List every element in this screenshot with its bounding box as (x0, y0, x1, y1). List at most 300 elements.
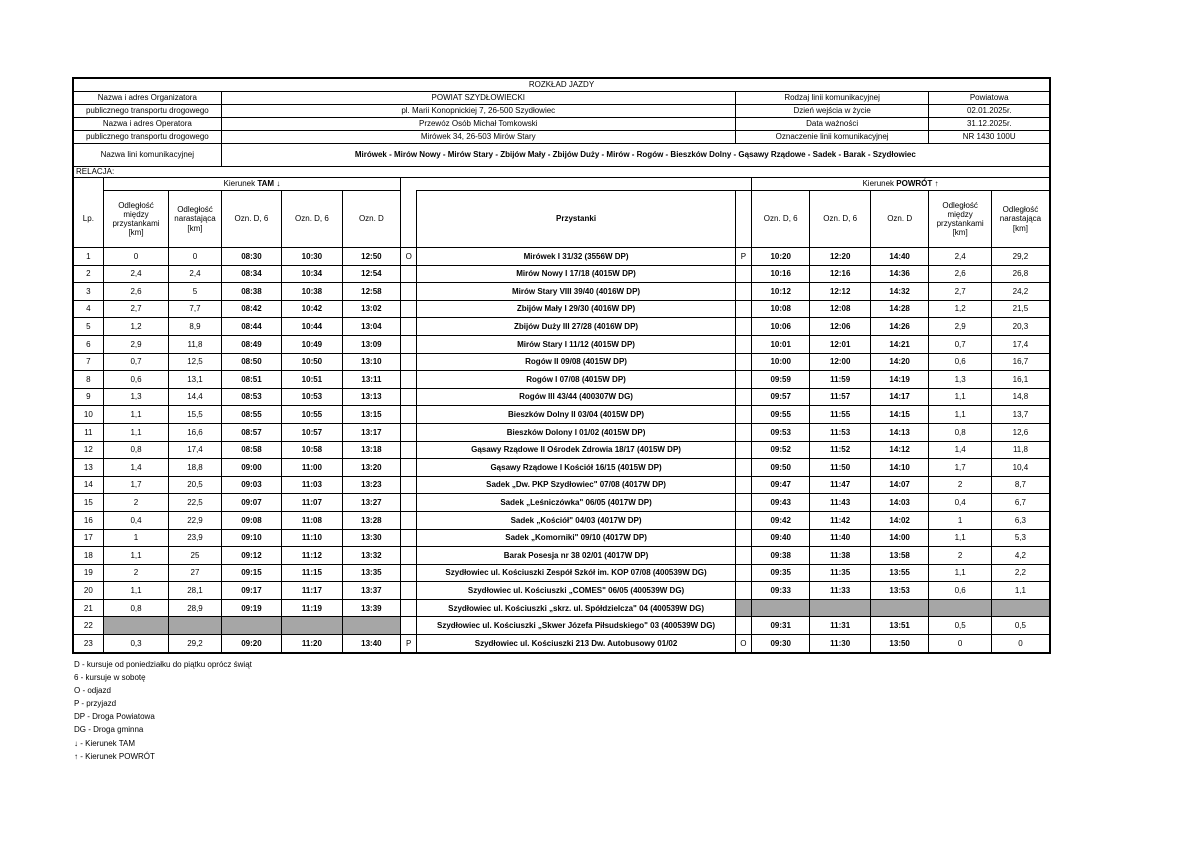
table-row (73, 423, 1050, 441)
legend-item: ↑ - Kierunek POWRÓT (74, 751, 155, 761)
info-right-label: Oznaczenie linii komunikacyjnej (735, 131, 929, 144)
info-right-label: Rodzaj linii komunikacyjnej (735, 92, 929, 105)
dist-cumulative-r: 10,4 (991, 459, 1050, 477)
dist-cumulative-r: 5,3 (991, 529, 1050, 547)
dist-between: 1,1 (103, 406, 169, 424)
time-tam-2: 11:08 (282, 511, 342, 529)
dist-cumulative-r: 4,2 (991, 547, 1050, 565)
mark-tam (401, 617, 417, 635)
legend (74, 658, 252, 763)
time-powrot-2: 11:57 (810, 388, 870, 406)
info-label: publicznego transportu drogowego (73, 105, 221, 118)
table-row (73, 599, 1050, 617)
time-powrot-1: 09:52 (751, 441, 809, 459)
row-number: 14 (73, 476, 103, 494)
time-tam-2: 11:15 (282, 564, 342, 582)
legend-item: ↓ - Kierunek TAM (74, 738, 136, 748)
col-r-dist-cum: Odległość narastająca [km] (991, 191, 1050, 248)
stop-name: Sadek „Komorniki" 09/10 (4017W DP) (417, 529, 736, 547)
dist-between-r: 1,4 (929, 441, 992, 459)
table-row (73, 494, 1050, 512)
info-row (73, 105, 1050, 118)
dist-cumulative-r: 29,2 (991, 248, 1050, 266)
dist-cumulative: 22,9 (169, 511, 221, 529)
dist-between-r: 0,8 (929, 423, 992, 441)
dist-cumulative: 28,9 (169, 599, 221, 617)
col-ozn-2: Ozn. D, 6 (282, 191, 342, 248)
row-number: 9 (73, 388, 103, 406)
row-number: 1 (73, 248, 103, 266)
mark-powrot (735, 283, 751, 301)
time-tam-3: 13:15 (342, 406, 400, 424)
time-powrot-2: 12:06 (810, 318, 870, 336)
dist-between-r (929, 599, 992, 617)
line-name-label: Nazwa lini komunikacyjnej (73, 144, 221, 167)
dist-between: 2,7 (103, 300, 169, 318)
mark-tam (401, 547, 417, 565)
mark-tam (401, 318, 417, 336)
time-powrot-3: 14:02 (870, 511, 928, 529)
row-number: 16 (73, 511, 103, 529)
time-powrot-1: 09:43 (751, 494, 809, 512)
time-powrot-1: 09:57 (751, 388, 809, 406)
time-tam-2: 10:53 (282, 388, 342, 406)
time-tam-2: 11:07 (282, 494, 342, 512)
mark-powrot (735, 423, 751, 441)
time-tam-3 (342, 617, 400, 635)
dist-between: 2,4 (103, 265, 169, 283)
info-value: Przewóz Osób Michał Tomkowski (221, 118, 735, 131)
time-tam-2: 10:38 (282, 283, 342, 301)
mark-powrot (735, 318, 751, 336)
info-right-label: Data ważności (735, 118, 929, 131)
time-powrot-1: 09:50 (751, 459, 809, 477)
time-tam-3: 13:18 (342, 441, 400, 459)
direction-tam: Kierunek TAM ↓ (103, 178, 400, 191)
time-powrot-3: 14:36 (870, 265, 928, 283)
mark-tam (401, 459, 417, 477)
dist-cumulative-r: 17,4 (991, 335, 1050, 353)
time-tam-2: 11:00 (282, 459, 342, 477)
time-powrot-1: 10:06 (751, 318, 809, 336)
table-row (73, 529, 1050, 547)
direction-powrot: Kierunek POWRÓT ↑ (751, 178, 1050, 191)
time-tam-3: 13:37 (342, 582, 400, 600)
dist-between-r: 0,6 (929, 582, 992, 600)
row-number: 2 (73, 265, 103, 283)
dist-between-r: 1,1 (929, 529, 992, 547)
time-powrot-3: 13:51 (870, 617, 928, 635)
dist-between-r: 1,2 (929, 300, 992, 318)
time-powrot-2: 11:55 (810, 406, 870, 424)
row-number: 22 (73, 617, 103, 635)
stop-name: Szydłowiec ul. Kościuszki „skrz. ul. Spółdzielcza" 04 (400539W DG) (417, 599, 736, 617)
mark-powrot (735, 476, 751, 494)
dist-between: 2 (103, 564, 169, 582)
col-r-ozn-2: Ozn. D, 6 (810, 191, 870, 248)
stop-name: Zbijów Mały I 29/30 (4016W DP) (417, 300, 736, 318)
mark-powrot (735, 599, 751, 617)
time-tam-3: 13:28 (342, 511, 400, 529)
stop-name: Rogów I 07/08 (4015W DP) (417, 371, 736, 389)
table-row (73, 353, 1050, 371)
time-powrot-3: 14:19 (870, 371, 928, 389)
stop-name: Mirów Nowy I 17/18 (4015W DP) (417, 265, 736, 283)
dist-between: 1,7 (103, 476, 169, 494)
time-tam-1: 08:50 (221, 353, 281, 371)
time-tam-2: 11:10 (282, 529, 342, 547)
table-row (73, 547, 1050, 565)
legend-item: 6 - kursuje w sobotę (74, 673, 146, 683)
time-tam-1: 09:07 (221, 494, 281, 512)
time-powrot-3: 14:15 (870, 406, 928, 424)
time-tam-3: 13:32 (342, 547, 400, 565)
stop-name: Barak Posesja nr 38 02/01 (4017W DP) (417, 547, 736, 565)
dist-cumulative-r: 16,7 (991, 353, 1050, 371)
dist-between-r: 2 (929, 476, 992, 494)
row-number: 11 (73, 423, 103, 441)
stop-name: Zbijów Duży III 27/28 (4016W DP) (417, 318, 736, 336)
stop-name: Sadek „Leśniczówka" 06/05 (4017W DP) (417, 494, 736, 512)
table-row (73, 635, 1050, 653)
dist-between: 1,1 (103, 547, 169, 565)
time-tam-2: 11:12 (282, 547, 342, 565)
mark-powrot (735, 582, 751, 600)
dist-cumulative-r (991, 599, 1050, 617)
dist-between-r: 0,6 (929, 353, 992, 371)
mark-tam (401, 441, 417, 459)
time-powrot-1: 09:30 (751, 635, 809, 653)
dist-cumulative: 5 (169, 283, 221, 301)
row-number: 23 (73, 635, 103, 653)
dist-between-r: 1,7 (929, 459, 992, 477)
row-number: 3 (73, 283, 103, 301)
dist-between-r: 2,7 (929, 283, 992, 301)
mark-tam (401, 423, 417, 441)
time-powrot-1: 09:59 (751, 371, 809, 389)
stop-name: Bieszków Dolony I 01/02 (4015W DP) (417, 423, 736, 441)
time-powrot-2: 12:01 (810, 335, 870, 353)
row-number: 17 (73, 529, 103, 547)
dist-between: 2 (103, 494, 169, 512)
time-powrot-2: 11:30 (810, 635, 870, 653)
dist-cumulative: 27 (169, 564, 221, 582)
table-row (73, 371, 1050, 389)
dist-cumulative-r: 6,3 (991, 511, 1050, 529)
dist-between: 0,8 (103, 441, 169, 459)
time-tam-1: 08:38 (221, 283, 281, 301)
dist-cumulative-r: 0 (991, 635, 1050, 653)
dist-cumulative: 7,7 (169, 300, 221, 318)
time-tam-1: 08:58 (221, 441, 281, 459)
time-tam-3: 13:40 (342, 635, 400, 653)
info-right-value: 31.12.2025r. (929, 118, 1050, 131)
table-row (73, 248, 1050, 266)
col-dist-cum: Odległość narastająca [km] (169, 191, 221, 248)
time-tam-1: 08:57 (221, 423, 281, 441)
time-powrot-2: 11:38 (810, 547, 870, 565)
mark-powrot (735, 511, 751, 529)
time-powrot-1: 10:16 (751, 265, 809, 283)
time-tam-1: 08:42 (221, 300, 281, 318)
dist-between-r: 1,1 (929, 564, 992, 582)
time-tam-1: 09:19 (221, 599, 281, 617)
dist-between: 2,9 (103, 335, 169, 353)
time-powrot-2: 12:00 (810, 353, 870, 371)
dist-between-r: 2,6 (929, 265, 992, 283)
dist-between: 2,6 (103, 283, 169, 301)
time-tam-1: 08:30 (221, 248, 281, 266)
time-powrot-1: 10:01 (751, 335, 809, 353)
dist-between-r: 0,5 (929, 617, 992, 635)
dist-between: 0,3 (103, 635, 169, 653)
time-powrot-1 (751, 599, 809, 617)
dist-cumulative: 15,5 (169, 406, 221, 424)
time-tam-3: 13:39 (342, 599, 400, 617)
stop-name: Gąsawy Rządowe II Ośrodek Zdrowia 18/17 (4015W DP) (417, 441, 736, 459)
stop-name: Rogów III 43/44 (400307W DG) (417, 388, 736, 406)
col-dist-between: Odległość między przystankami [km] (103, 191, 169, 248)
time-tam-2: 11:19 (282, 599, 342, 617)
time-powrot-2: 12:08 (810, 300, 870, 318)
table-row (73, 617, 1050, 635)
info-right-value: 02.01.2025r. (929, 105, 1050, 118)
mark-tam (401, 582, 417, 600)
info-row (73, 131, 1050, 144)
dist-cumulative-r: 1,1 (991, 582, 1050, 600)
time-tam-1: 08:55 (221, 406, 281, 424)
time-tam-3: 13:11 (342, 371, 400, 389)
time-tam-1: 08:44 (221, 318, 281, 336)
table-row (73, 335, 1050, 353)
dist-between-r: 2,4 (929, 248, 992, 266)
time-tam-3: 13:20 (342, 459, 400, 477)
mark-tam (401, 335, 417, 353)
time-tam-2: 10:57 (282, 423, 342, 441)
time-tam-1: 09:12 (221, 547, 281, 565)
time-tam-3: 12:50 (342, 248, 400, 266)
time-powrot-1: 09:35 (751, 564, 809, 582)
time-tam-3: 13:27 (342, 494, 400, 512)
mark-tam: P (401, 635, 417, 653)
mark-powrot (735, 353, 751, 371)
table-row (73, 318, 1050, 336)
arrow-down-icon: ↓ (276, 179, 281, 189)
table-row (73, 283, 1050, 301)
dist-cumulative-r: 16,1 (991, 371, 1050, 389)
relation-label: RELACJA: (73, 167, 1050, 178)
dist-cumulative: 18,8 (169, 459, 221, 477)
mark-powrot (735, 494, 751, 512)
time-tam-2: 10:42 (282, 300, 342, 318)
stop-name: Bieszków Dolny II 03/04 (4015W DP) (417, 406, 736, 424)
time-powrot-1: 09:42 (751, 511, 809, 529)
time-tam-3: 13:13 (342, 388, 400, 406)
col-r-dist-between: Odległość między przystankami [km] (929, 191, 992, 248)
dist-cumulative: 8,9 (169, 318, 221, 336)
info-label: publicznego transportu drogowego (73, 131, 221, 144)
dist-between: 1,3 (103, 388, 169, 406)
row-number: 6 (73, 335, 103, 353)
mark-tam (401, 529, 417, 547)
time-powrot-3: 14:28 (870, 300, 928, 318)
time-tam-3: 12:58 (342, 283, 400, 301)
table-row (73, 300, 1050, 318)
time-powrot-1: 10:20 (751, 248, 809, 266)
dist-cumulative: 23,9 (169, 529, 221, 547)
time-tam-2: 11:17 (282, 582, 342, 600)
dist-between: 1,4 (103, 459, 169, 477)
time-powrot-2: 11:43 (810, 494, 870, 512)
time-tam-1: 09:00 (221, 459, 281, 477)
dist-between: 0,8 (103, 599, 169, 617)
info-row (73, 92, 1050, 105)
time-tam-3: 13:02 (342, 300, 400, 318)
time-powrot-2: 11:42 (810, 511, 870, 529)
time-tam-3: 13:17 (342, 423, 400, 441)
time-powrot-3: 14:20 (870, 353, 928, 371)
row-number: 13 (73, 459, 103, 477)
table-row (73, 476, 1050, 494)
stop-name: Mirówek I 31/32 (3556W DP) (417, 248, 736, 266)
time-tam-2: 10:58 (282, 441, 342, 459)
time-powrot-1: 09:40 (751, 529, 809, 547)
mark-powrot (735, 265, 751, 283)
mark-tam (401, 511, 417, 529)
time-powrot-1: 10:08 (751, 300, 809, 318)
table-row (73, 459, 1050, 477)
dist-cumulative: 13,1 (169, 371, 221, 389)
time-powrot-2: 11:52 (810, 441, 870, 459)
time-powrot-1: 10:12 (751, 283, 809, 301)
row-number: 15 (73, 494, 103, 512)
time-powrot-2: 12:20 (810, 248, 870, 266)
arrow-up-icon: ↑ (934, 179, 939, 189)
dist-between: 0,7 (103, 353, 169, 371)
dist-between: 1,2 (103, 318, 169, 336)
dist-between-r: 2 (929, 547, 992, 565)
time-powrot-1: 09:38 (751, 547, 809, 565)
table-row (73, 582, 1050, 600)
line-name: Mirówek - Mirów Nowy - Mirów Stary - Zbijów Mały - Zbijów Duży - Mirów - Rogów - Bieszków Dolny - Gąsawy Rządowe - Sadek - Barak - Szydłowiec (221, 144, 1050, 167)
row-number: 18 (73, 547, 103, 565)
time-tam-2: 10:55 (282, 406, 342, 424)
col-r-ozn-3: Ozn. D (870, 191, 928, 248)
dist-cumulative: 0 (169, 248, 221, 266)
dist-between-r: 0,4 (929, 494, 992, 512)
info-right-value: NR 1430 100U (929, 131, 1050, 144)
dist-cumulative: 29,2 (169, 635, 221, 653)
time-powrot-2: 11:31 (810, 617, 870, 635)
row-number: 8 (73, 371, 103, 389)
mark-tam (401, 371, 417, 389)
time-powrot-3: 14:13 (870, 423, 928, 441)
time-powrot-2: 11:59 (810, 371, 870, 389)
time-tam-2: 11:20 (282, 635, 342, 653)
mark-powrot (735, 371, 751, 389)
time-tam-1: 09:03 (221, 476, 281, 494)
time-tam-3: 12:54 (342, 265, 400, 283)
table-row (73, 564, 1050, 582)
dist-between: 0,4 (103, 511, 169, 529)
row-number: 12 (73, 441, 103, 459)
dist-between-r: 0 (929, 635, 992, 653)
dist-between: 0 (103, 248, 169, 266)
time-powrot-2: 11:50 (810, 459, 870, 477)
time-powrot-3: 14:26 (870, 318, 928, 336)
time-powrot-2: 11:47 (810, 476, 870, 494)
time-tam-1: 08:49 (221, 335, 281, 353)
info-label: Nazwa i adres Operatora (73, 118, 221, 131)
dist-between-r: 1 (929, 511, 992, 529)
dist-cumulative: 20,5 (169, 476, 221, 494)
legend-item: O - odjazd (74, 686, 111, 696)
legend-item: DG - Droga gminna (74, 725, 144, 735)
col-r-ozn-1: Ozn. D, 6 (751, 191, 809, 248)
time-powrot-1: 09:47 (751, 476, 809, 494)
dist-between-r: 0,7 (929, 335, 992, 353)
row-number: 10 (73, 406, 103, 424)
stop-name: Sadek „Dw. PKP Szydłowiec" 07/08 (4017W DP) (417, 476, 736, 494)
mark-powrot (735, 406, 751, 424)
dist-cumulative: 28,1 (169, 582, 221, 600)
mark-tam (401, 353, 417, 371)
dist-cumulative: 12,5 (169, 353, 221, 371)
dist-between (103, 617, 169, 635)
time-powrot-1: 09:31 (751, 617, 809, 635)
time-tam-1: 09:10 (221, 529, 281, 547)
dist-cumulative-r: 11,8 (991, 441, 1050, 459)
legend-item: DP - Droga Powiatowa (74, 712, 155, 722)
mark-tam: O (401, 248, 417, 266)
stop-name: Szydłowiec ul. Kościuszki „Skwer Józefa Piłsudskiego" 03 (400539W DG) (417, 617, 736, 635)
dist-between-r: 1,3 (929, 371, 992, 389)
time-tam-1: 09:08 (221, 511, 281, 529)
dist-cumulative (169, 617, 221, 635)
dist-cumulative-r: 6,7 (991, 494, 1050, 512)
stop-name: Rogów II 09/08 (4015W DP) (417, 353, 736, 371)
time-powrot-3: 14:40 (870, 248, 928, 266)
time-powrot-3: 13:53 (870, 582, 928, 600)
stop-name: Szydłowiec ul. Kościuszki „COMES" 06/05 (400539W DG) (417, 582, 736, 600)
time-powrot-3: 14:07 (870, 476, 928, 494)
dist-between: 1,1 (103, 582, 169, 600)
mark-powrot (735, 388, 751, 406)
row-number: 7 (73, 353, 103, 371)
row-number: 19 (73, 564, 103, 582)
dist-between-r: 1,1 (929, 388, 992, 406)
info-label: Nazwa i adres Organizatora (73, 92, 221, 105)
dist-cumulative-r: 24,2 (991, 283, 1050, 301)
dist-cumulative: 11,8 (169, 335, 221, 353)
info-value: Mirówek 34, 26-503 Mirów Stary (221, 131, 735, 144)
dist-cumulative-r: 0,5 (991, 617, 1050, 635)
time-powrot-3: 14:17 (870, 388, 928, 406)
mark-powrot (735, 335, 751, 353)
time-powrot-1: 09:33 (751, 582, 809, 600)
time-powrot-1: 10:00 (751, 353, 809, 371)
time-powrot-3: 14:21 (870, 335, 928, 353)
time-tam-1: 08:34 (221, 265, 281, 283)
timetable-page (72, 77, 1051, 654)
dist-between: 1,1 (103, 423, 169, 441)
info-row (73, 118, 1050, 131)
time-powrot-1: 09:53 (751, 423, 809, 441)
dist-between-r: 1,1 (929, 406, 992, 424)
mark-tam (401, 300, 417, 318)
time-powrot-3: 14:12 (870, 441, 928, 459)
info-right-label: Dzień wejścia w życie (735, 105, 929, 118)
